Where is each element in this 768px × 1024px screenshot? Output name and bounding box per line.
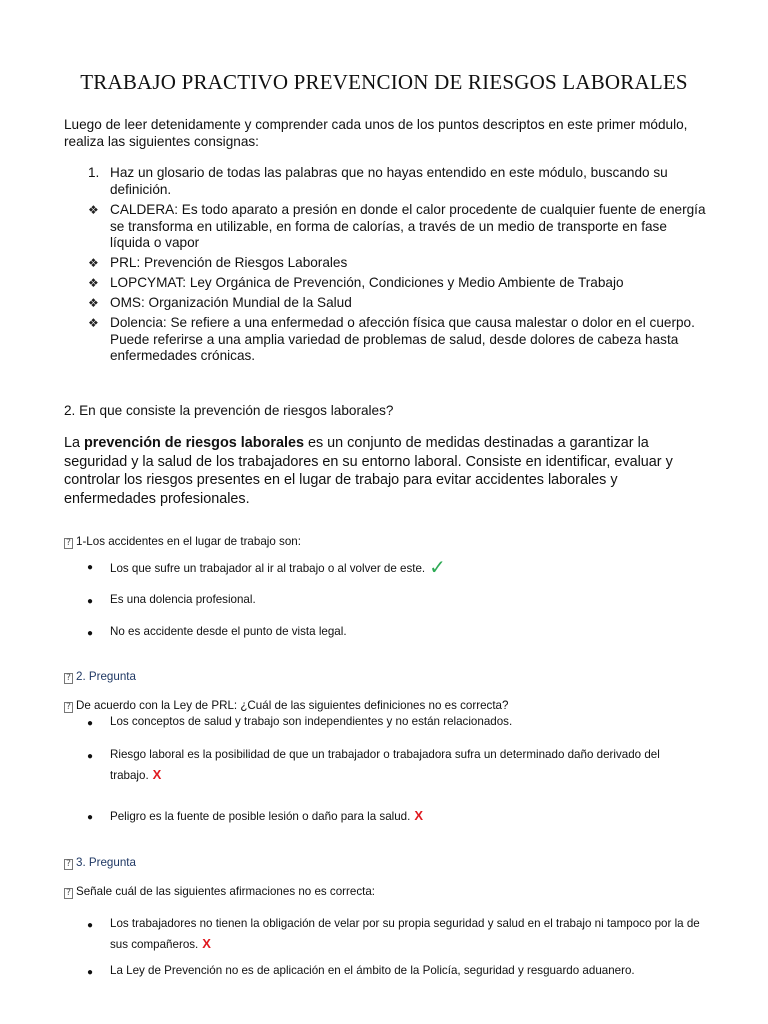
- answer-2-paragraph: [64, 434, 704, 508]
- quiz-1-heading-text: 1-Los accidentes en el lugar de trabajo son:: [76, 535, 301, 548]
- missing-glyph-icon: ?: [64, 888, 73, 899]
- quiz-1-option: Es una dolencia profesional.: [110, 593, 256, 606]
- answer-lead: La: [64, 435, 85, 451]
- quiz-2-label-text: 2. Pregunta: [76, 670, 136, 683]
- quiz-1-heading: [64, 534, 301, 550]
- option-text: Los que sufre un trabajador al ir al trabajo o al volver de este.: [110, 562, 426, 575]
- quiz-1-option: No es accidente desde el punto de vista legal.: [110, 625, 347, 638]
- quiz-3-option: [110, 914, 710, 955]
- diamond-bullet-icon: ❖: [88, 256, 99, 270]
- bullet-icon: ●: [87, 967, 94, 978]
- quiz-2-option: [110, 745, 710, 786]
- quiz-3-heading-text: Señale cuál de las siguientes afirmaciones no es correcta:: [76, 885, 376, 898]
- answer-rest: es un conjunto de medidas destinadas a garantizar la seguridad y la salud de los trabajadores en su entorno laboral. Consiste en identificar, evaluar y controlar los riesgos presentes en el lugar de trabajo para evitar accidentes laborales y enfermedades profesionales.: [64, 435, 673, 507]
- glossary-item: Dolencia: Se refiere a una enfermedad o afección física que causa malestar o dolor en el cuerpo. Puede referirse a una amplia variedad de problemas de salud, desde dolores de cabeza hasta enfermedades crónicas.: [110, 315, 695, 364]
- diamond-bullet-icon: ❖: [88, 316, 99, 330]
- intro-paragraph: Luego de leer detenidamente y comprender cada unos de los puntos descriptos en este primer módulo, realiza las siguientes consignas:: [64, 117, 688, 149]
- bullet-icon: ●: [87, 628, 94, 639]
- glossary-item: OMS: Organización Mundial de la Salud: [110, 295, 352, 310]
- bullet-icon: ●: [87, 751, 94, 762]
- quiz-3-label-text: 3. Pregunta: [76, 856, 136, 869]
- bullet-icon: ●: [87, 920, 94, 931]
- item-1-text: Haz un glosario de todas las palabras que no hayas entendido en este módulo, buscando su definición.: [110, 165, 668, 197]
- quiz-1-option: [110, 556, 710, 579]
- option-text: Peligro es la fuente de posible lesión o daño para la salud.: [110, 810, 411, 823]
- quiz-2-option: [110, 806, 710, 827]
- quiz-2-heading-text: De acuerdo con la Ley de PRL: ¿Cuál de las siguientes definiciones no es correcta?: [76, 699, 509, 712]
- missing-glyph-icon: ?: [64, 538, 73, 549]
- option-text: Riesgo laboral es la posibilidad de que un trabajador o trabajadora sufra un determinado daño derivado del trabajo.: [110, 748, 660, 782]
- cross-mark-icon: X: [152, 767, 162, 782]
- diamond-bullet-icon: ❖: [88, 203, 99, 217]
- option-text: Los trabajadores no tienen la obligación de velar por su propia seguridad y salud en el trabajo ni tampoco por la de sus compañeros.: [110, 917, 700, 951]
- answer-bold-term: prevención de riesgos laborales: [84, 435, 304, 451]
- missing-glyph-icon: ?: [64, 702, 73, 713]
- missing-glyph-icon: ?: [64, 859, 73, 870]
- cross-mark-icon: X: [202, 936, 211, 951]
- bullet-icon: ●: [87, 562, 94, 573]
- quiz-2-label: [64, 669, 136, 685]
- cross-mark-icon: X: [414, 808, 424, 823]
- quiz-3-label: [64, 855, 136, 871]
- bullet-icon: ●: [87, 718, 94, 729]
- missing-glyph-icon: ?: [64, 673, 73, 684]
- check-mark-icon: ✓: [429, 557, 446, 579]
- glossary-item: LOPCYMAT: Ley Orgánica de Prevención, Condiciones y Medio Ambiente de Trabajo: [110, 275, 624, 290]
- diamond-bullet-icon: ❖: [88, 276, 99, 290]
- bullet-icon: ●: [87, 596, 94, 607]
- glossary-item: PRL: Prevención de Riesgos Laborales: [110, 255, 348, 270]
- item-number: 1.: [88, 165, 100, 180]
- question-2: 2. En que consiste la prevención de riesgos laborales?: [64, 403, 394, 418]
- glossary-item: CALDERA: Es todo aparato a presión en donde el calor procedente de cualquier fuente de energía se transforma en utilizable, en forma de calorías, a través de un medio de transporte en fase líquida o vapor: [110, 202, 706, 251]
- diamond-bullet-icon: ❖: [88, 296, 99, 310]
- document-title: TRABAJO PRACTIVO PREVENCION DE RIESGOS LABORALES: [80, 70, 688, 94]
- bullet-icon: ●: [87, 812, 94, 823]
- quiz-3-option: La Ley de Prevención no es de aplicación en el ámbito de la Policía, seguridad y resguardo aduanero.: [110, 964, 635, 977]
- quiz-2-option: Los conceptos de salud y trabajo son independientes y no están relacionados.: [110, 715, 513, 728]
- quiz-3-heading: [64, 884, 375, 900]
